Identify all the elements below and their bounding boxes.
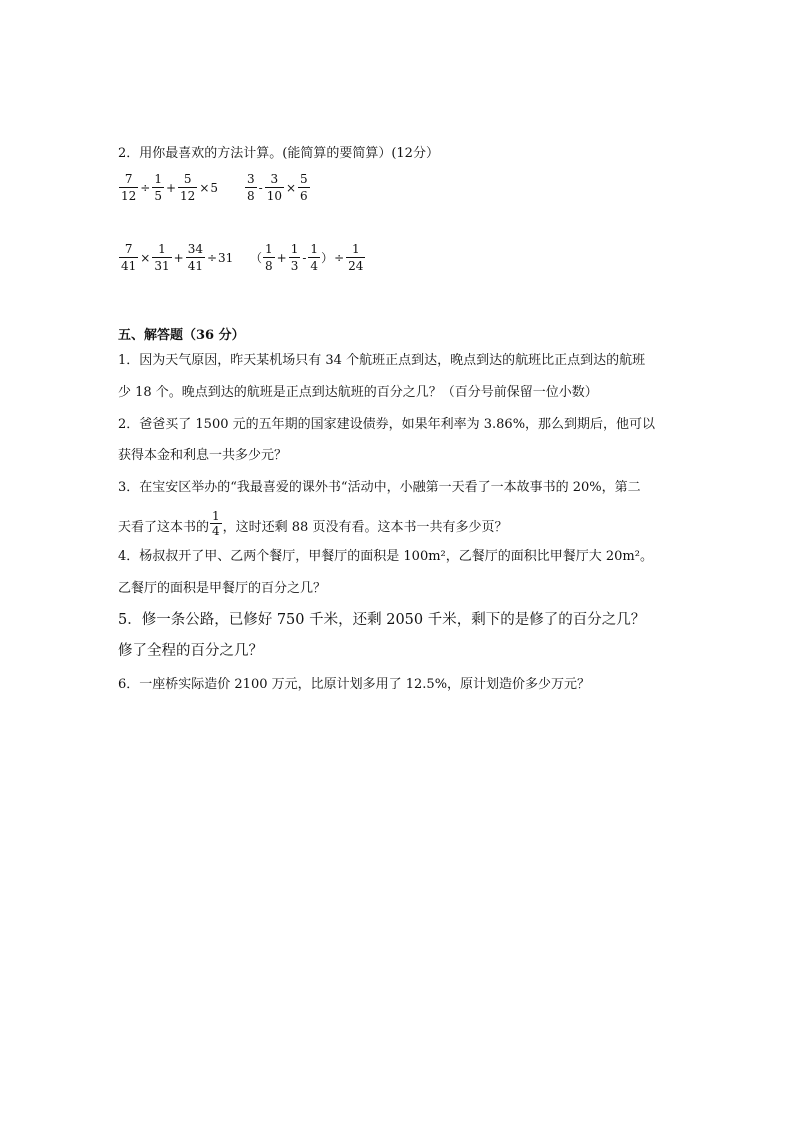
fraction: $\frac{3}{10}$ (266, 172, 282, 203)
fraction: $\frac{5}{12}$ (180, 172, 196, 203)
q3-line-1: 3．在宝安区举办的“我最喜爱的课外书“活动中，小融第一天看了一本故事书的 20%，第二 (118, 480, 641, 495)
right-paren: ） (321, 251, 334, 265)
q1-line-1: 1．因为天气原因，昨天某机场只有 34 个航班正点到达，晚点到达的航班比正点到达的航班 (118, 353, 646, 368)
operator: × (140, 250, 151, 265)
fraction: $\frac{34}{41}$ (187, 242, 203, 273)
q2-line-1: 2．爸爸买了 1500 元的五年期的国家建设债券，如果年利率为 3.86%，那么到期后，他可以 (118, 417, 656, 432)
fraction: $\frac{1}{4}$ (212, 509, 220, 538)
q3-text-after: ，这时还剩 88 页没有看。这本书一共有多少页？ (222, 520, 508, 535)
q1-line-2: 少 18 个。晚点到达的航班是正点到达航班的百分之几？（百分号前保留一位小数） (118, 385, 598, 400)
q4-line-2: 乙餐厅的面积是甲餐厅的百分之几？ (118, 581, 327, 596)
q6-line-1: 6．一座桥实际造价 2100 万元，比原计划多用了 12.5%，原计划造价多少万元？ (118, 677, 591, 692)
q2-calc-title: 2．用你最喜欢的方法计算。(能简算的要简算）(12分） (118, 146, 439, 161)
q2-line-2: 获得本金和利息一共多少元？ (118, 448, 288, 463)
fraction: $\frac{1}{3}$ (290, 242, 299, 273)
operand: 5 (210, 180, 219, 195)
fraction: $\frac{7}{12}$ (121, 172, 137, 203)
operator: - (258, 180, 263, 195)
q5-line-1: 5．修一条公路，已修好 750 千米，还剩 2050 千米，剩下的是修了的百分之几？ (118, 612, 646, 628)
expression-1 (118, 172, 218, 203)
expression-4 (250, 242, 366, 273)
operator: + (165, 180, 177, 195)
fraction: $\frac{1}{4}$ (310, 242, 319, 273)
fraction: $\frac{1}{24}$ (348, 242, 364, 273)
operator: ÷ (140, 180, 151, 195)
section-5-heading: 五、解答题（36 分） (118, 328, 245, 343)
operator: × (285, 180, 297, 195)
operator: - (302, 250, 307, 265)
operator: + (173, 250, 184, 265)
fraction: $\frac{5}{6}$ (300, 172, 308, 203)
expression-3 (118, 242, 233, 273)
fraction: $\frac{7}{41}$ (121, 242, 137, 273)
operand: 31 (218, 250, 234, 265)
operator: ÷ (206, 250, 218, 265)
q3-text-before: 天看了这本书的 (118, 520, 210, 535)
fraction: $\frac{1}{5}$ (154, 172, 162, 203)
left-paren: （ (250, 251, 263, 265)
fraction: $\frac{1}{8}$ (265, 242, 273, 273)
fraction: $\frac{3}{8}$ (247, 172, 255, 203)
q5-line-2: 修了全程的百分之几？ (118, 643, 263, 659)
operator: × (199, 180, 210, 195)
operator: ÷ (334, 250, 345, 265)
fraction: $\frac{1}{31}$ (154, 242, 170, 273)
expression-2 (244, 172, 311, 203)
operator: + (276, 250, 287, 265)
q3-line-2 (118, 509, 508, 542)
q4-line-1: 4．杨叔叔开了甲、乙两个餐厅，甲餐厅的面积是 100m²，乙餐厅的面积比甲餐厅大 20m²。 (118, 549, 653, 564)
